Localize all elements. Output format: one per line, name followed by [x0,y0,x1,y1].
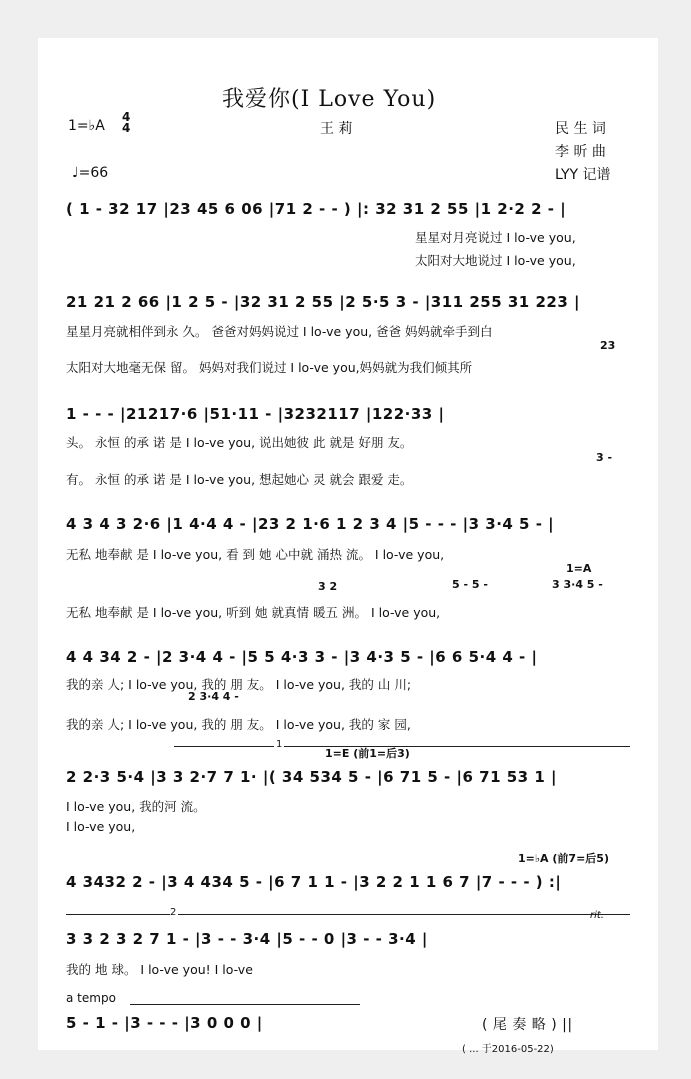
notation-line-8: 3 3 2 3 2 7 1 - |3 - - 3·4 |5 - - 0 |3 - - 3·4 | [66,930,428,948]
footer-note: ( ... 于2016-05-22) [462,1044,554,1055]
key-signature: 1=♭A [68,118,105,134]
notation-line-7: 4 3432 2 - |3 4 434 5 - |6 7 1 1 - |3 2 2 1 1 6 7 |7 - - - ) :| [66,873,562,891]
lyric-line-2b: 太阳对大地毫无保 留。 妈妈对我们说过 I lo-ve you,妈妈就为我们倾其所 [66,360,473,375]
volta-1-line [174,746,274,747]
alt-notes-3: 3 - [596,451,613,464]
lyric-line-2a: 星星月亮就相伴到永 久。 爸爸对妈妈说过 I lo-ve you, 爸爸 妈妈就牵手到白 [66,324,493,339]
alt-notes-4c: 3 3·4 5 - [552,578,603,591]
song-title: 我爱你(I Love You) [222,87,437,112]
transcriber: LYY 记谱 [555,167,611,183]
notation-line-9: 5 - 1 - |3 - - - |3 0 0 0 | [66,1014,263,1032]
alt-notes-4a: 3 2 [318,580,338,593]
tie-line [130,1004,360,1005]
notation-line-1: ( 1 - 32 17 |23 45 6 06 |71 2 - - ) |: 32 31 2 55 |1 2·2 2 - | [66,200,567,218]
alt-notes-5: 2 3·4 4 - [188,690,239,703]
key-change-mark-ab: 1=♭A (前7=后5) [518,852,609,865]
lyric-line-5a: 我的亲 人; I lo-ve you, 我的 朋 友。 I lo-ve you, 我的 山 川; [66,677,412,692]
composer: 李 昕 曲 [555,144,606,160]
alt-notes-4b: 5 - 5 - [452,578,488,591]
lyricist: 民 生 词 [555,121,606,137]
sheet [38,38,658,1050]
rit-marking: rit. [590,910,604,921]
key-change-mark-a: 1=A [566,562,592,575]
volta-1-label: 1 [276,739,283,750]
lyric-line-4b: 无私 地奉献 是 I lo-ve you, 听到 她 就真情 暖五 洲。 I lo-ve you, [66,605,441,620]
lyric-line-3a: 头。 永恒 的承 诺 是 I lo-ve you, 说出她彼 此 就是 好朋 友。 [66,435,413,450]
time-signature: 4 4 [122,110,131,135]
notation-line-4: 4 3 4 3 2·6 |1 4·4 4 - |23 2 1·6 1 2 3 4 |5 - - - |3 3·4 5 - | [66,515,555,533]
notation-line-6: 2 2·3 5·4 |3 3 2·7 7 1· |( 34 534 5 - |6 71 5 - |6 71 53 1 | [66,768,557,786]
volta-2-line-right [178,914,630,915]
volta-2-label: 2 [170,907,177,918]
lyric-line-1a: 星星对月亮说过 I lo-ve you, [415,230,576,245]
lyric-line-6b: I lo-ve you, [66,819,136,834]
singer: 王 莉 [320,121,353,137]
lyric-line-6a: I lo-ve you, 我的河 流。 [66,799,206,814]
notation-line-2: 21 21 2 66 |1 2 5 - |32 31 2 55 |2 5·5 3 - |311 255 31 223 | [66,293,580,311]
lyric-line-5b: 我的亲 人; I lo-ve you, 我的 朋 友。 I lo-ve you, 我的 家 园, [66,717,411,732]
notation-line-5: 4 4 34 2 - |2 3·4 4 - |5 5 4·3 3 - |3 4·3 5 - |6 6 5·4 4 - | [66,648,538,666]
tempo: ♩=66 [72,165,109,181]
lyric-line-1b: 太阳对大地说过 I lo-ve you, [415,253,576,268]
lyric-line-4a: 无私 地奉献 是 I lo-ve you, 看 到 她 心中就 涌热 流。 I lo-ve you, [66,547,445,562]
coda-text: ( 尾 奏 略 ) || [482,1017,573,1033]
volta-2-line [66,914,170,915]
a-tempo-marking: a tempo [66,991,116,1005]
notation-line-3: 1 - - - |21217·6 |51·11 - |3232117 |122·33 | [66,405,445,423]
lyric-line-3b: 有。 永恒 的承 诺 是 I lo-ve you, 想起她心 灵 就会 跟爱 走。 [66,472,413,487]
key-change-mark-e: 1=E (前1=后3) [325,747,410,760]
lyric-line-8: 我的 地 球。 I lo-ve you! I lo-ve [66,962,253,977]
alt-notes-2: 23 [600,339,616,352]
